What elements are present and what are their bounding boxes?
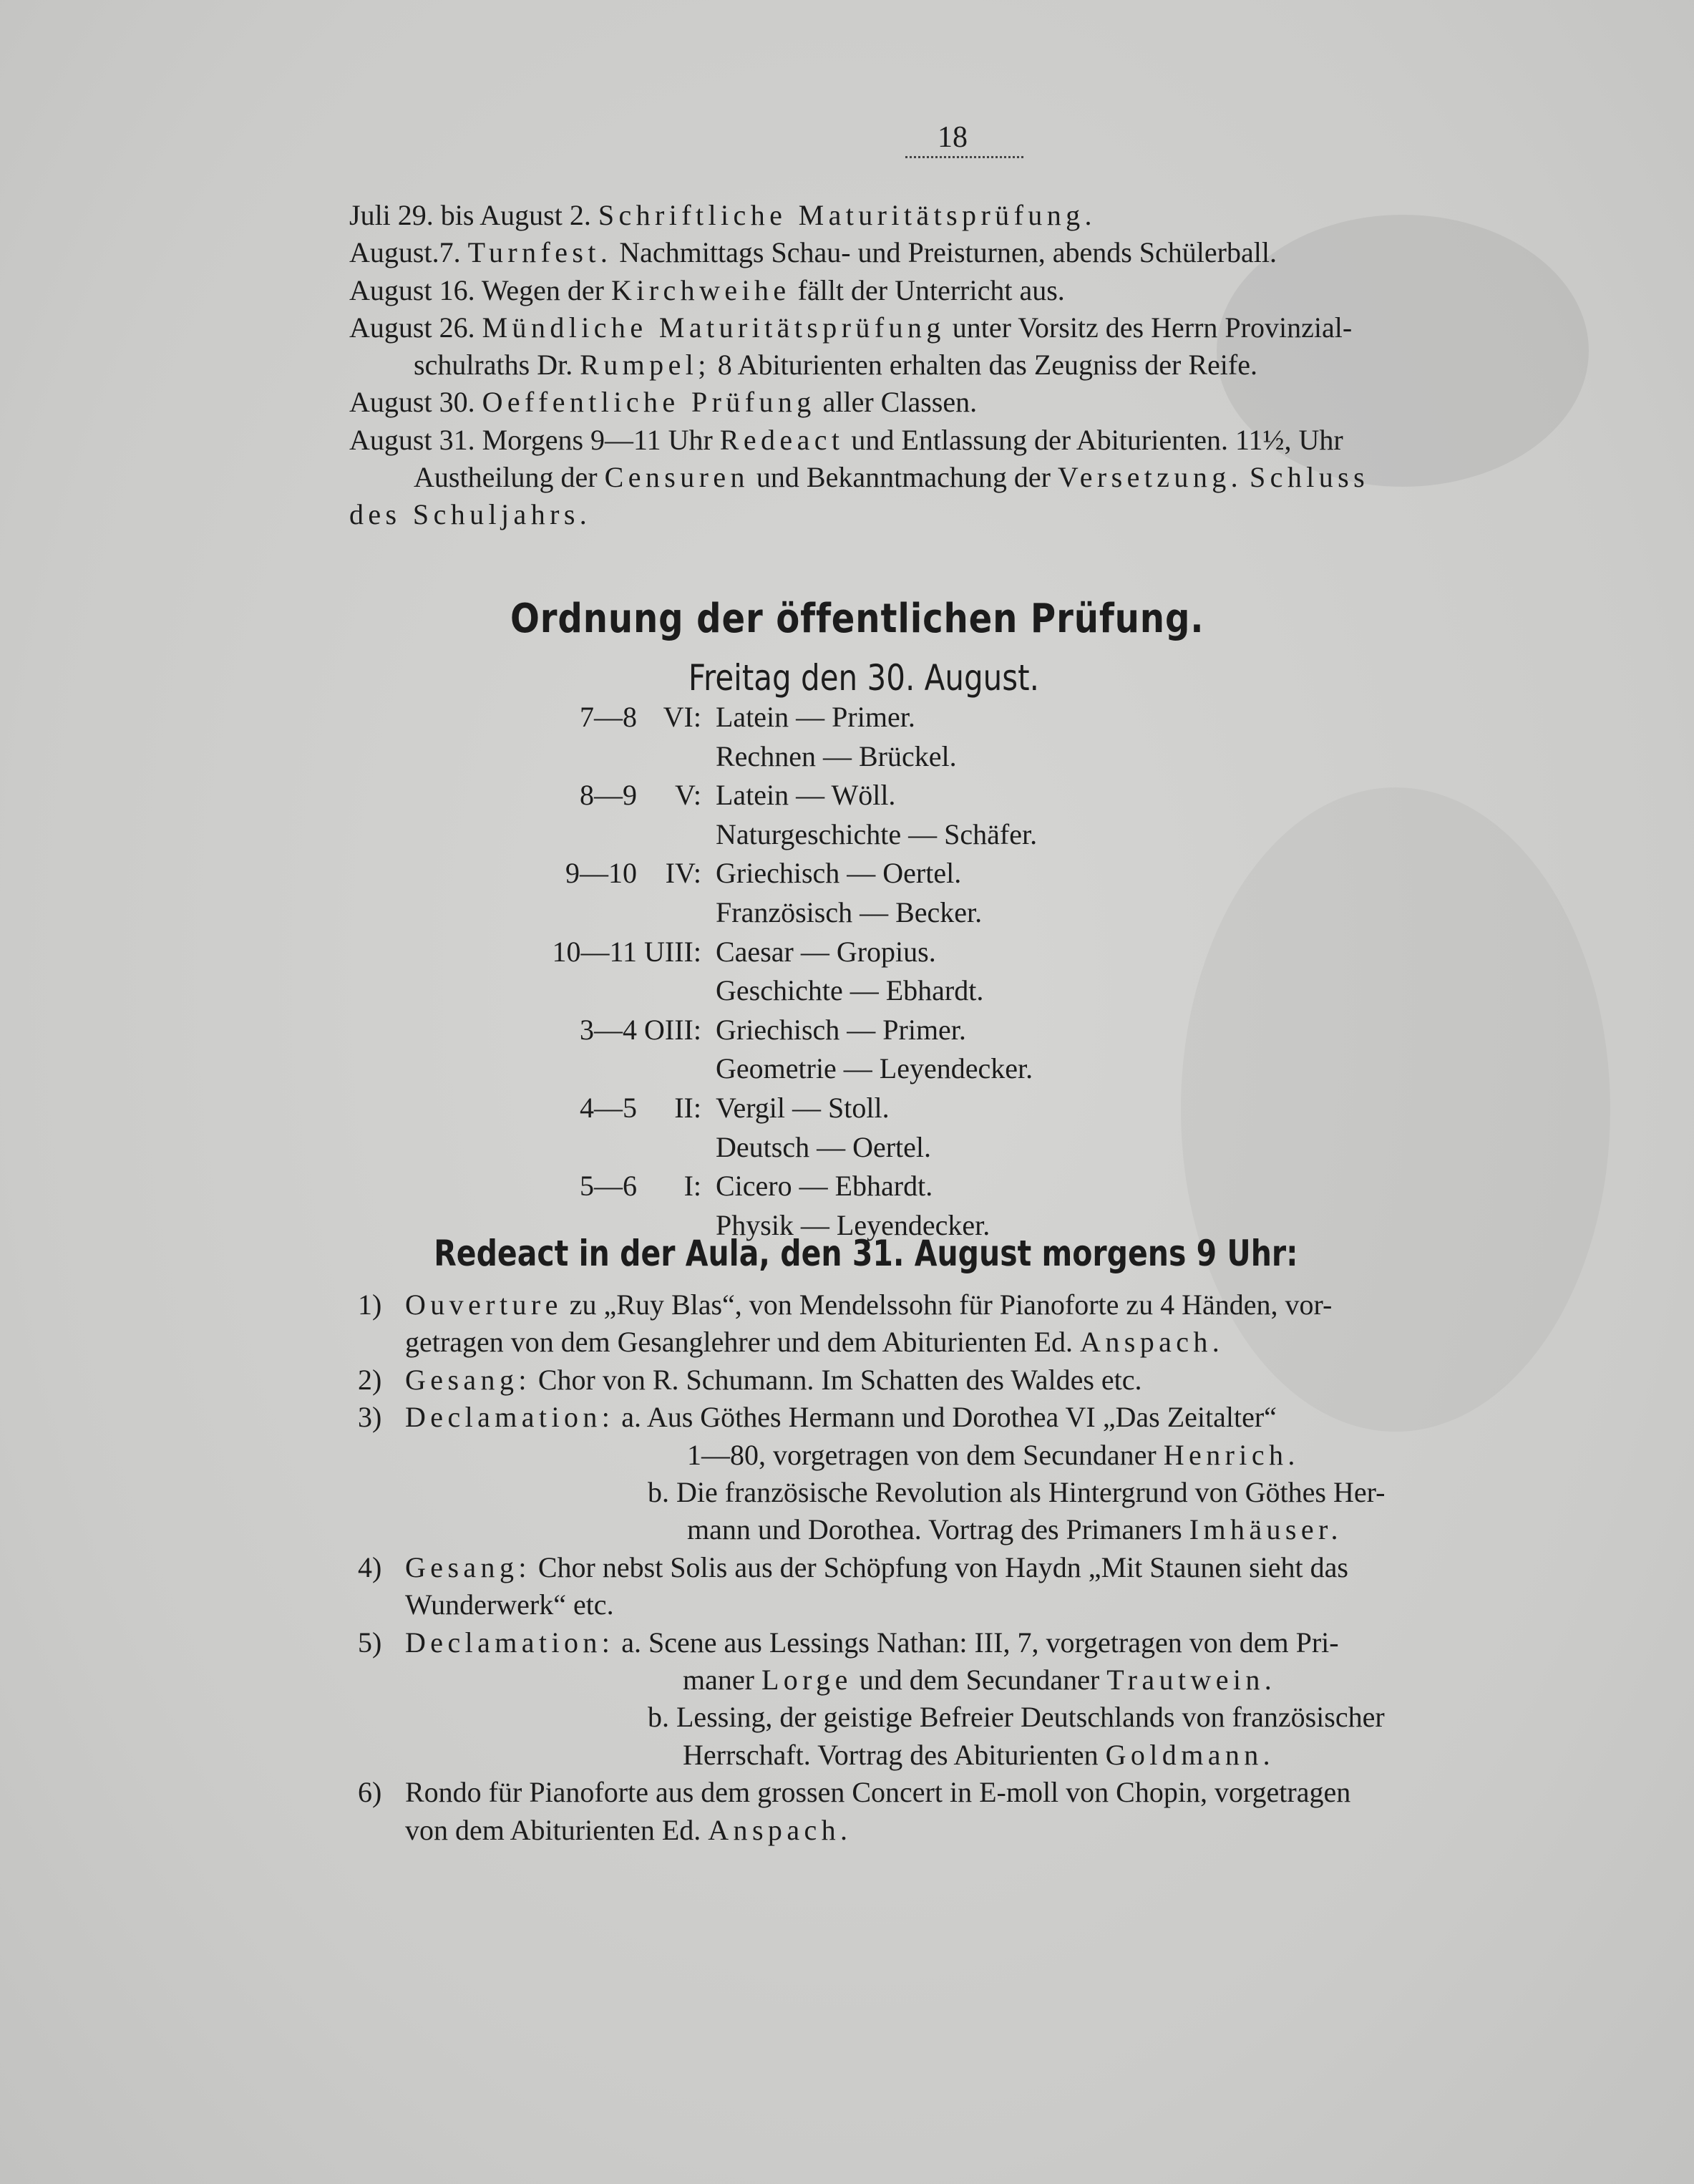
chronicle-line	[349, 496, 1559, 533]
program-title: Ouverture	[405, 1288, 563, 1321]
program-performer: Anspach.	[708, 1813, 852, 1846]
program-performer: Lorge	[761, 1664, 852, 1697]
program-line	[358, 1586, 1552, 1624]
schedule-row	[429, 698, 1037, 737]
program-performer: Trautwein.	[1106, 1664, 1277, 1697]
program-performer: Goldmann.	[1105, 1738, 1275, 1771]
chronicle-event: Schriftliche Maturitätsprüfung.	[598, 199, 1096, 231]
schedule-class	[637, 971, 706, 1011]
schedule-row	[429, 933, 1037, 972]
schedule-row	[429, 1011, 1037, 1050]
schedule-subject: Latein — Primer.	[716, 701, 915, 733]
program-title: Declamation:	[405, 1401, 615, 1434]
schedule-subject: Vergil — Stoll.	[716, 1091, 890, 1124]
chronicle-date: August.7.	[349, 236, 461, 269]
schedule-time: 7—8	[580, 701, 637, 733]
program-text: Herrschaft. Vortrag des Abiturienten	[683, 1738, 1099, 1771]
program-text: mann und Dorothea. Vortrag des Primaners	[687, 1513, 1182, 1546]
schedule-class	[637, 815, 706, 855]
chronicle-event: Versetzung.	[1057, 461, 1243, 494]
program-line	[358, 1699, 1552, 1736]
exam-schedule	[429, 698, 1037, 1245]
chronicle-text: und Entlassung der Abiturienten. 11½, Uhr	[851, 423, 1343, 456]
program-text: Chor nebst Solis aus der Schöpfung von Haydn „Mit Staunen sieht das	[537, 1550, 1348, 1583]
chronicle-event: Censuren	[604, 461, 749, 494]
program-performer: Henrich.	[1163, 1438, 1300, 1471]
schedule-class: UIII:	[644, 935, 701, 968]
program-line	[358, 1324, 1552, 1361]
schedule-subject: Griechisch — Oertel.	[716, 857, 962, 890]
chronicle-text: Austheilung der	[414, 461, 598, 494]
program-number: 6)	[358, 1776, 382, 1809]
program-title: Declamation:	[405, 1626, 615, 1659]
section-subheading: Freitag den 30. August.	[688, 657, 1039, 699]
program-text: zu „Ruy Blas“, von Mendelssohn für Pianoforte zu 4 Händen, vor-	[569, 1288, 1333, 1321]
schedule-row	[429, 1049, 1037, 1089]
schedule-subject: Griechisch — Primer.	[716, 1013, 966, 1046]
schedule-row	[429, 1128, 1037, 1168]
chronicle-event: Oeffentliche Prüfung	[482, 386, 816, 419]
program-text: getragen von dem Gesanglehrer und dem Abiturienten Ed.	[405, 1326, 1074, 1359]
chronicle-event: Mündliche Maturitätsprüfung	[482, 311, 945, 344]
program-item	[358, 1549, 1552, 1586]
program-line	[358, 1437, 1552, 1474]
program-text: maner	[683, 1664, 754, 1697]
schedule-row	[429, 1167, 1037, 1206]
program-title: Gesang:	[405, 1550, 531, 1583]
program-text: a. Scene aus Lessings Nathan: III, 7, vorgetragen von dem Pri-	[621, 1626, 1339, 1659]
program-number: 1)	[358, 1288, 382, 1321]
chronicle-date: August 16. Wegen der	[349, 273, 604, 306]
program-item	[358, 1286, 1552, 1324]
chronicle-text: unter Vorsitz des Herrn Provinzial-	[952, 311, 1353, 344]
program-text: 1—80, vorgetragen von dem Secundaner	[687, 1438, 1157, 1471]
program-text: a. Aus Göthes Hermann und Dorothea VI „Das Zeitalter“	[621, 1401, 1277, 1434]
schedule-class	[637, 737, 706, 777]
schedule-subject: Französisch — Becker.	[716, 896, 983, 928]
chronicle-line	[349, 346, 1559, 384]
chronicle-section	[349, 197, 1559, 534]
chronicle-event: Kirchweihe	[610, 273, 791, 306]
schedule-row	[429, 854, 1037, 893]
schedule-class: II:	[674, 1091, 701, 1124]
schedule-class: V:	[674, 779, 701, 812]
schedule-row	[429, 893, 1037, 933]
schedule-time	[429, 1049, 637, 1089]
page-number: 18	[938, 121, 968, 154]
schedule-row	[429, 737, 1037, 777]
schedule-time	[429, 971, 637, 1011]
program-item	[358, 1624, 1552, 1661]
chronicle-date: Juli 29. bis August 2.	[349, 199, 591, 231]
schedule-subject: Cicero — Ebhardt.	[716, 1170, 933, 1203]
schedule-class: IV:	[665, 857, 701, 890]
chronicle-line	[349, 422, 1559, 459]
schedule-class: I:	[683, 1170, 701, 1203]
chronicle-name: Rumpel;	[580, 349, 711, 382]
program-number: 2)	[358, 1363, 382, 1396]
schedule-class	[637, 1049, 706, 1089]
redeact-program	[358, 1286, 1552, 1849]
schedule-row	[429, 776, 1037, 815]
chronicle-text: Nachmittags Schau- und Preisturnen, abends Schülerball.	[619, 236, 1277, 269]
program-line	[358, 1511, 1552, 1548]
chronicle-text: 8 Abiturienten erhalten das Zeugniss der Reife.	[717, 349, 1257, 382]
chronicle-event: Turnfest.	[467, 236, 613, 269]
schedule-time	[429, 893, 637, 933]
schedule-time: 10—11	[552, 935, 637, 968]
schedule-time: 4—5	[580, 1091, 637, 1124]
schedule-subject: Geometrie — Leyendecker.	[716, 1052, 1033, 1085]
program-line	[358, 1474, 1552, 1511]
program-text: b. Die französische Revolution als Hintergrund von Göthes Her-	[648, 1476, 1386, 1509]
redeact-heading: Redeact in der Aula, den 31. August morgens 9 Uhr:	[434, 1233, 1298, 1274]
schedule-time: 9—10	[565, 857, 637, 890]
schedule-time	[429, 1128, 637, 1168]
schedule-time: 5—6	[580, 1170, 637, 1203]
schedule-time	[429, 737, 637, 777]
chronicle-text: fällt der Unterricht aus.	[797, 273, 1065, 306]
chronicle-text: schulraths Dr.	[414, 349, 573, 382]
chronicle-date: August 31. Morgens 9—11 Uhr	[349, 423, 713, 456]
program-line	[358, 1812, 1552, 1849]
program-text: b. Lessing, der geistige Befreier Deutschlands von französischer	[648, 1701, 1385, 1734]
chronicle-text: aller Classen.	[822, 386, 978, 419]
program-text: von dem Abiturienten Ed.	[405, 1813, 701, 1846]
program-line	[358, 1737, 1552, 1774]
schedule-class: VI:	[663, 701, 701, 733]
program-text: Rondo für Pianoforte aus dem grossen Concert in E-moll von Chopin, vorgetragen	[405, 1776, 1351, 1809]
chronicle-line	[349, 197, 1559, 234]
section-heading: Ordnung der öffentlichen Prüfung.	[510, 596, 1204, 642]
schedule-subject: Physik — Leyendecker.	[716, 1208, 990, 1241]
chronicle-line	[349, 459, 1559, 496]
program-performer: Imhäuser.	[1189, 1513, 1343, 1546]
schedule-class: OIII:	[644, 1013, 701, 1046]
chronicle-line	[349, 309, 1559, 346]
chronicle-event: Redeact	[719, 423, 844, 456]
program-number: 3)	[358, 1401, 382, 1434]
chronicle-event: des Schuljahrs.	[349, 498, 592, 531]
program-performer: Anspach.	[1080, 1326, 1225, 1359]
program-item	[358, 1399, 1552, 1436]
chronicle-text: und Bekanntmachung der	[756, 461, 1051, 494]
schedule-time: 3—4	[580, 1013, 637, 1046]
schedule-row	[429, 971, 1037, 1011]
program-line	[358, 1661, 1552, 1699]
program-title: Gesang:	[405, 1363, 531, 1396]
program-text: und dem Secundaner	[859, 1664, 1100, 1697]
chronicle-line	[349, 384, 1559, 421]
schedule-time	[429, 815, 637, 855]
chronicle-line	[349, 234, 1559, 271]
program-number: 5)	[358, 1626, 382, 1659]
schedule-subject: Deutsch — Oertel.	[716, 1130, 932, 1163]
program-item	[358, 1362, 1552, 1399]
schedule-time: 8—9	[580, 779, 637, 812]
schedule-class	[637, 1128, 706, 1168]
chronicle-event: Schluss	[1250, 461, 1370, 494]
chronicle-date: August 30.	[349, 386, 475, 419]
schedule-subject: Geschichte — Ebhardt.	[716, 974, 984, 1007]
schedule-class	[637, 893, 706, 933]
schedule-subject: Naturgeschichte — Schäfer.	[716, 817, 1038, 850]
program-text: Chor von R. Schumann. Im Schatten des Waldes etc.	[537, 1363, 1142, 1396]
schedule-row	[429, 1089, 1037, 1128]
program-number: 4)	[358, 1550, 382, 1583]
chronicle-date: August 26.	[349, 311, 475, 344]
schedule-subject: Latein — Wöll.	[716, 779, 896, 812]
page-number-ornament	[905, 150, 1023, 158]
schedule-subject: Rechnen — Brückel.	[716, 739, 957, 772]
schedule-row	[429, 815, 1037, 855]
program-text: Wunderwerk“ etc.	[405, 1588, 614, 1621]
program-item	[358, 1774, 1552, 1811]
chronicle-line	[349, 272, 1559, 309]
schedule-subject: Caesar — Gropius.	[716, 935, 936, 968]
